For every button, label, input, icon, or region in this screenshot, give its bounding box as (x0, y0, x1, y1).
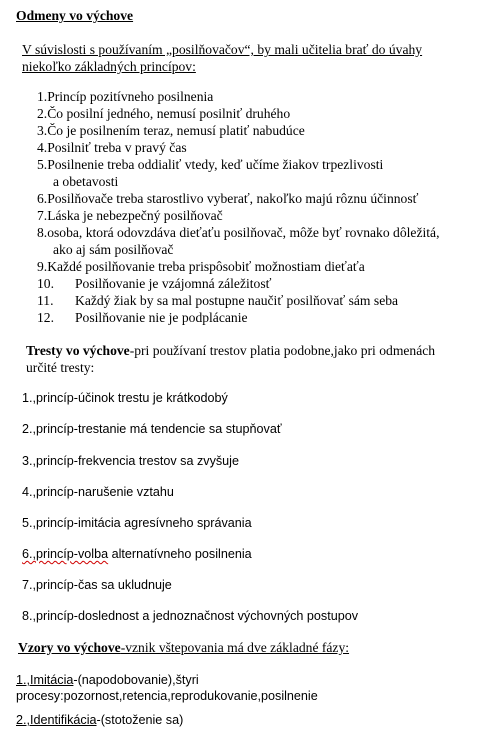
list-text: Každý žiak by sa mal postupne naučiť posilňovať sám seba (75, 293, 399, 308)
models-phase-1-rest: -(napodobovanie),štyri (73, 673, 199, 687)
reward-principle-10 (37, 276, 271, 292)
punishment-heading (26, 343, 435, 359)
reward-principle-8-continued: ako aj sám posilňovač (53, 242, 174, 257)
punishment-principle-5: 5.,princíp-imitácia agresívneho správania (22, 516, 252, 530)
reward-principle-11 (37, 293, 398, 309)
punishment-principle-6 (22, 546, 252, 562)
reward-principle-2: 2.Čo posilní jedného, nemusí posilniť druhého (37, 106, 291, 121)
reward-principle-4: 4.Posilniť treba v pravý čas (37, 140, 187, 155)
reward-principle-7: 7.Láska je nebezpečný posilňovač (37, 208, 223, 223)
page-title: Odmeny vo výchove (16, 8, 134, 23)
models-heading-bold: Vzory vo výchove (18, 640, 121, 655)
punishment-principle-6-marked: 6.,princíp-volba (22, 547, 109, 561)
punishment-principle-8: 8.,princíp-doslednost a jednoznačnost výchovných postupov (22, 609, 359, 623)
list-number: 12. (37, 310, 54, 325)
reward-principle-8: 8.osoba, ktorá odovzdáva dieťaťu posilňovač, môže byť rovnako dôležitá, (37, 225, 440, 240)
punishment-principle-7: 7.,princíp-čas sa ukludnuje (22, 578, 172, 592)
reward-principle-1: 1.Princíp pozitívneho posilnenia (37, 89, 214, 104)
intro-line-2: niekoľko základných princípov: (22, 59, 196, 74)
models-heading-rest: -vznik vštepovania má dve základné fázy: (120, 640, 350, 655)
punishment-heading-line-2: určité tresty: (26, 360, 95, 375)
list-text: Posilňovanie je vzájomná záležitosť (75, 276, 272, 291)
list-number: 11. (37, 293, 54, 308)
intro-line-1: V súvislosti s používaním „posilňovačov“, by mali učitelia brať do úvahy (22, 42, 423, 57)
punishment-principle-1: 1.,princíp-účinok trestu je krátkodobý (22, 391, 228, 405)
list-number: 10. (37, 276, 54, 291)
models-phase-2 (16, 712, 183, 728)
list-text: Posilňovanie nie je podplácanie (75, 310, 248, 325)
punishment-heading-rest: -pri používaní trestov platia podobne,jako pri odmenách (129, 343, 436, 358)
reward-principle-3: 3.Čo je posilnením teraz, nemusí platiť nabudúce (37, 123, 305, 138)
punishment-principle-3: 3.,princíp-frekvencia trestov sa zvyšuje (22, 454, 239, 468)
punishment-heading-bold: Tresty vo výchove (26, 343, 130, 358)
models-phase-1-label: 1.,Imitácia (16, 673, 74, 687)
reward-principle-5-continued: a obetavosti (53, 174, 119, 189)
reward-principle-6: 6.Posilňovače treba starostlivo vyberať, nakoľko majú rôznu účinnosť (37, 191, 419, 206)
models-phase-1-line-2: procesy:pozornost,retencia,reprodukovanie,posilnenie (16, 689, 318, 703)
punishment-principle-6-rest: alternatívneho posilnenia (108, 547, 252, 561)
models-phase-2-label: 2.,Identifikácia (16, 713, 97, 727)
reward-principle-5: 5.Posilnenie treba oddialiť vtedy, keď učíme žiakov trpezlivosti (37, 157, 384, 172)
models-heading (18, 640, 349, 656)
models-phase-2-rest: -(stotoženie sa) (96, 713, 184, 727)
reward-principle-9: 9.Každé posilňovanie treba prispôsobiť možnostiam dieťaťa (37, 259, 365, 274)
punishment-principle-2: 2.,princíp-trestanie má tendencie sa stupňovať (22, 422, 282, 436)
punishment-principle-4: 4.,princíp-narušenie vztahu (22, 485, 174, 499)
reward-principle-12 (37, 310, 248, 326)
models-phase-1 (16, 672, 199, 688)
